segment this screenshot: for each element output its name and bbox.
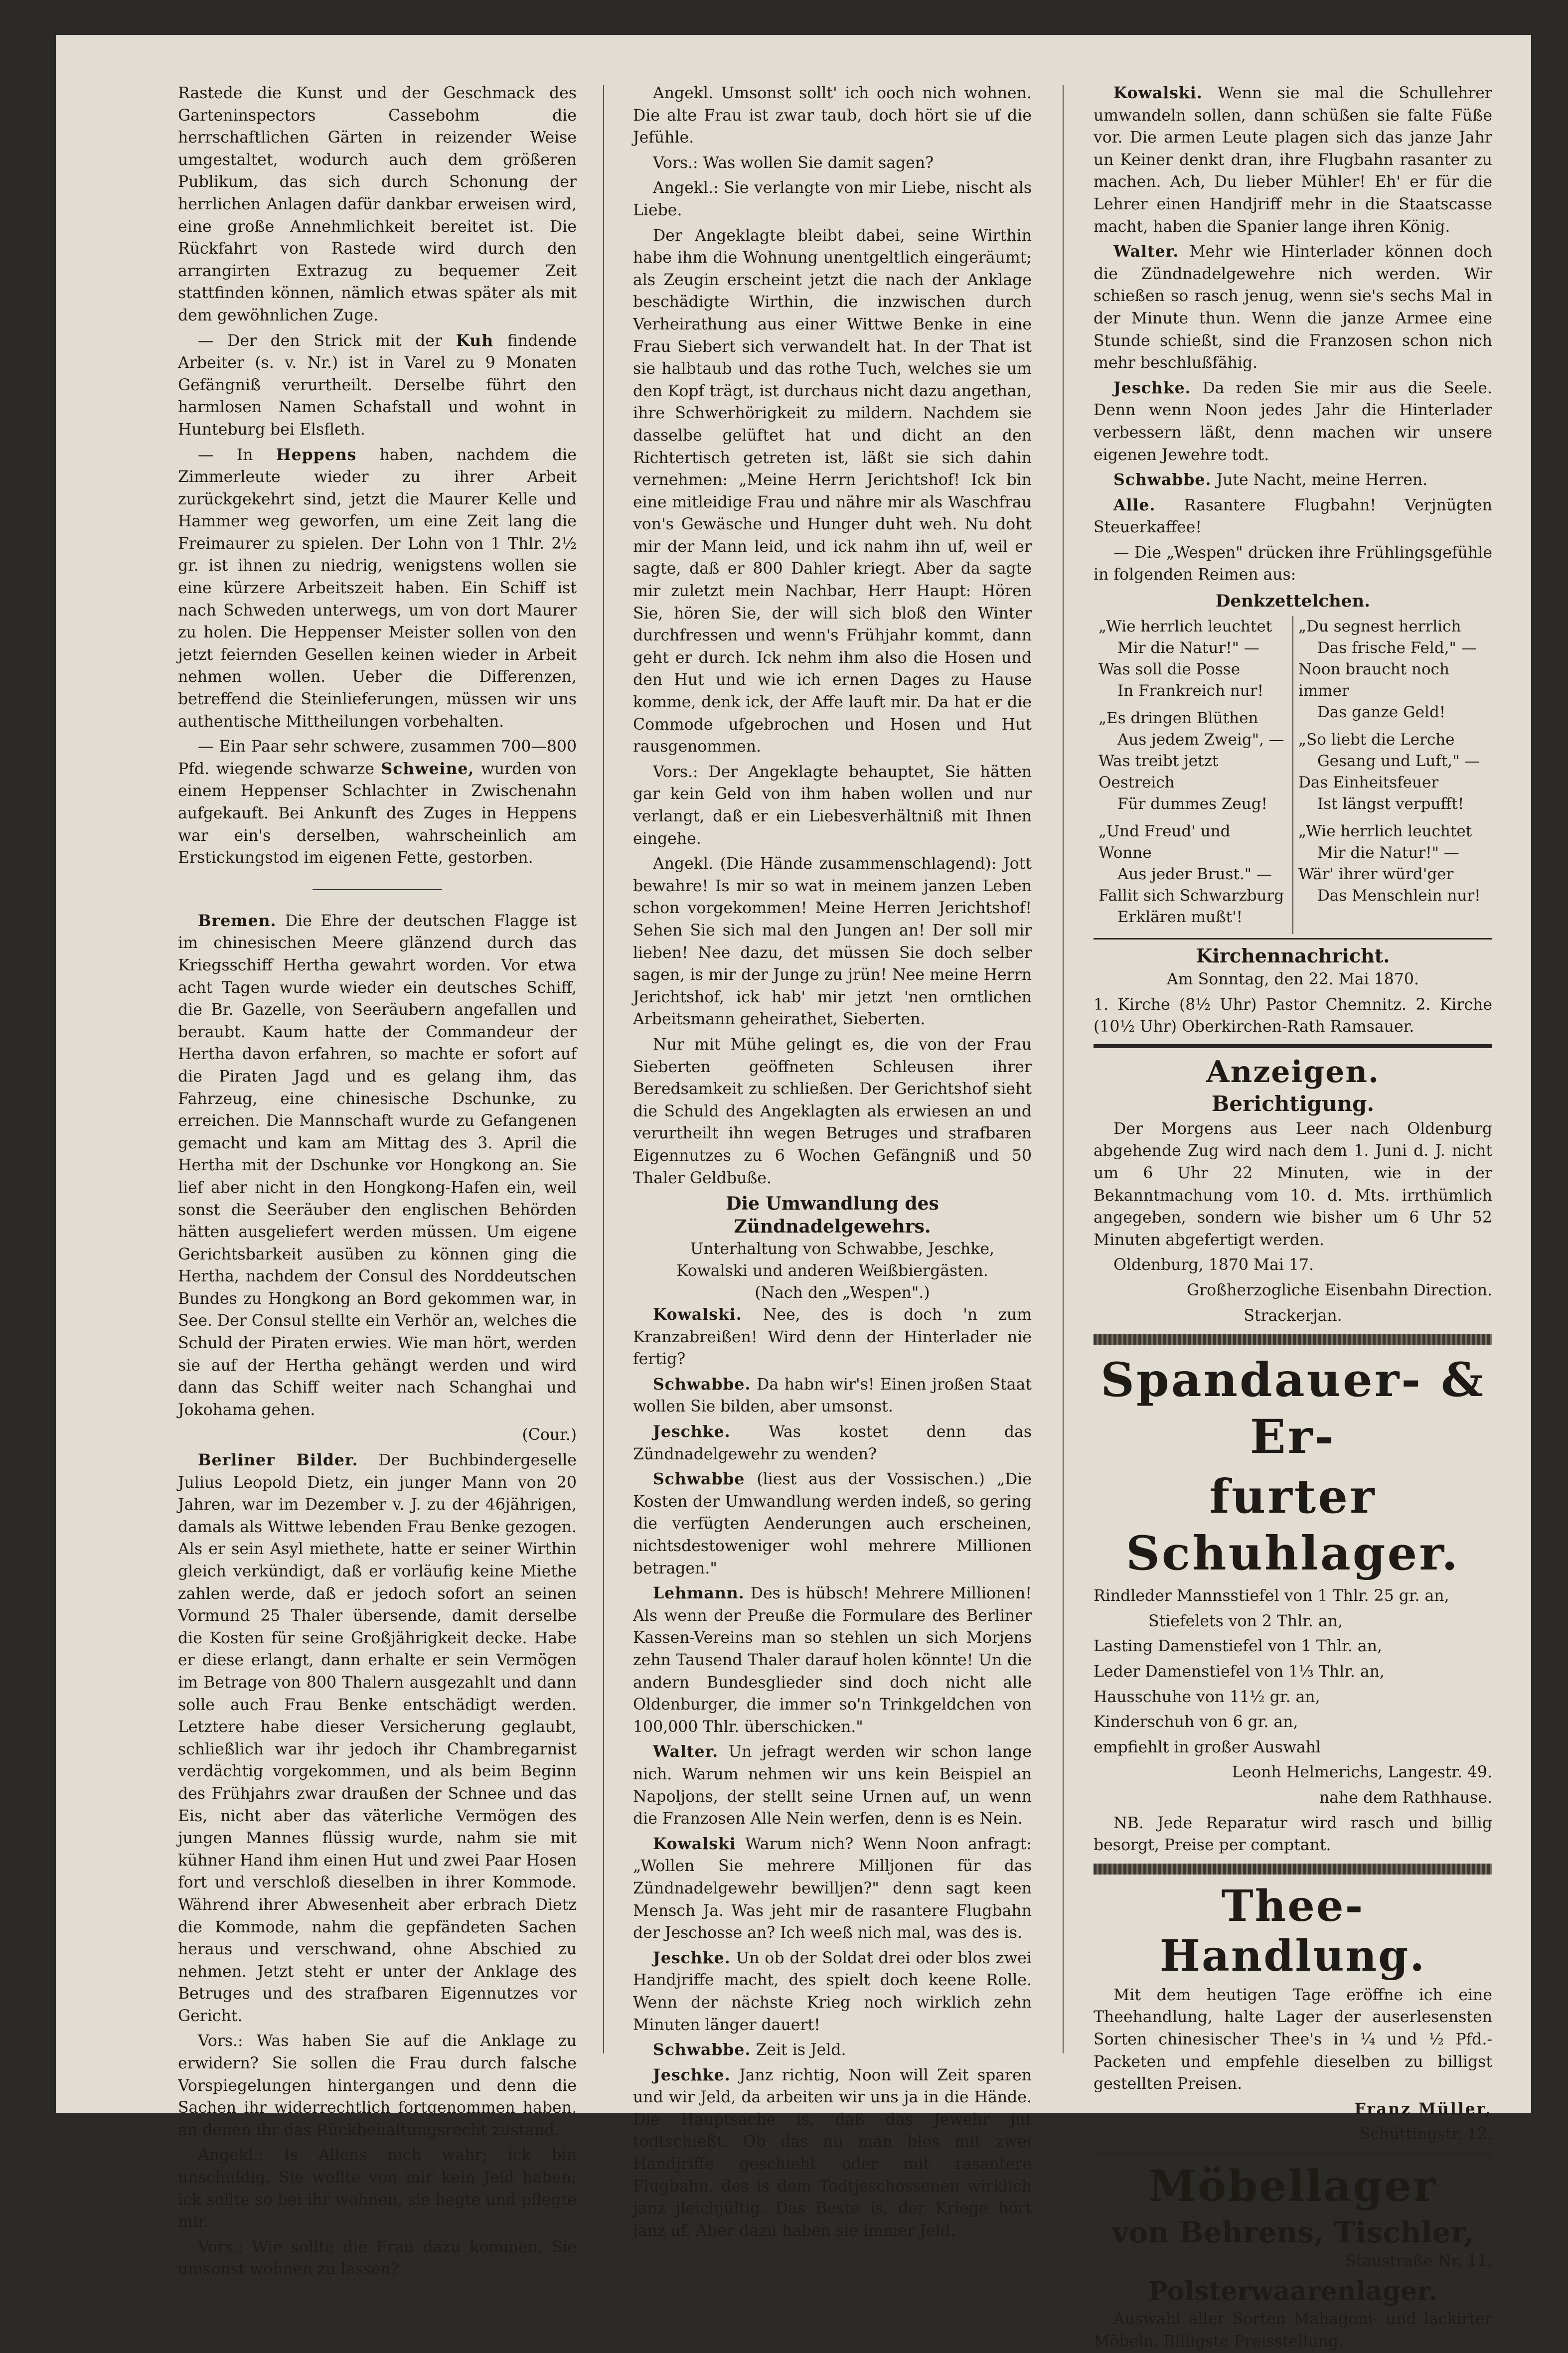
correction-signature: Großherzogliche Eisenbahn Direction. — [1186, 1281, 1492, 1299]
correction-place: Oldenburg, 1870 Mai 17. — [1113, 1256, 1314, 1274]
speaker: Schwabbe. — [1113, 471, 1212, 489]
poem-line: Mir die Natur!" — — [1117, 639, 1259, 657]
dialog-line: Angekl.: Sie verlangte von mir Liebe, nischt als Liebe. — [633, 179, 1032, 219]
text-run: (liest aus der Vossischen.) „Die Kosten der Umwandlung werden indeß, so gering die verfügten Aenderungen auch erscheinen, nichtsdestoweniger wohl mehrere Millionen betragen." — [633, 1470, 1032, 1577]
ad-tea-title: Thee-Handlung. — [1159, 1881, 1426, 1981]
article-rastede: Rastede die Kunst und der Geschmack des Garteninspectors Cassebohm die herrschaftlichen Gärten in reizender Weise umgestaltet, wodurch auch dem größeren Publikum, das sich durch Schonung der herrlichen Anlagen dafür dankbar erweisen wird, eine große Annehmlichkeit bereitet ist. Die Rückfahrt von Rastede wird durch den arrangirten Extrazug zu bequemer Zeit stattfinden können, nämlich etwas später als mit dem gewöhnlichen Zuge. — [178, 84, 577, 324]
poem-line: Aus jeder Brust." — — [1117, 865, 1272, 884]
poem-line: „Du segnest herrlich — [1298, 618, 1461, 636]
ad-shoe-title-line2: furter Schuhlager. — [1126, 1469, 1460, 1581]
article-subtitle: Unterhaltung von Schwabbe, Jeschke, Kowalski und anderen Weißbiergästen. — [676, 1240, 995, 1280]
text-run: Die Ehre der deutschen Flagge ist im chinesischen Meere glänzend durch das Kriegsschiff Hertha gewahrt worden. Vor etwa acht Tagen wurde wieder ein deutsches Schiff, die Br. Gazelle, von Seeräubern angefallen und beraubt. Kaum hatte der Commandeur der Hertha davon erfahren, so machte er sofort auf die Piraten Jagd und es gelang ihm, das Fahrzeug, eine chinesische Dschunke, zu erreichen. Die Mannschaft wurde zu Gefangenen gemacht und kam am Mittag des 3. April die Hertha mit der Dschunke vor Hongkong an. Sie lief aber nicht in den Hongkong-Hafen ein, weil sonst die Seeräuber den englischen Behörden hätten ausgeliefert werden müssen. Um eigene Gerichtsbarkeit ausüben zu können ging die Hertha, nachdem der Consul des Norddeutschen Bundes zu Hongkong an Bord gekommen war, in See. Der Consul stellte ein Verhör an, welches die Schuld der Piraten erwies. Wie man hört, werden sie auf der Hertha gehängt werden und wird dann das Schiff weiter nach Schanghai und Jokohama gehen. — [178, 912, 577, 1419]
church-notice-date: Am Sonntag, den 22. Mai 1870. — [1167, 970, 1419, 989]
ad-shoe-item: Hausschuhe von 11½ gr. an, — [1094, 1688, 1320, 1706]
ad-shoe-note: NB. Jede Reparatur wird rasch und billig besorgt, Preise per comptant. — [1094, 1814, 1492, 1855]
poem-line: „So liebt die Lerche — [1298, 731, 1455, 749]
poem-column-left — [1094, 616, 1293, 934]
text-run: Nee, des is doch 'n zum Kranzabreißen! Wird denn der Hinterlader nie fertig? — [633, 1306, 1032, 1369]
ad-furniture-subtitle: Polsterwaarenlager. — [1148, 2276, 1437, 2307]
column-right — [1094, 82, 1493, 2351]
dialog-line — [633, 1582, 1032, 1738]
speaker: Jeschke. — [653, 1422, 731, 1441]
speaker: Schwabbe. — [653, 1375, 751, 1394]
ad-tea-signature: Franz Müller, — [1354, 2099, 1492, 2118]
article-schweine — [178, 736, 577, 869]
poem-line: „Es dringen Blüthen — [1098, 709, 1258, 728]
dialog-line: Vors.: Der Angeklagte behauptet, Sie hätten gar kein Geld von ihm haben wollen und nur verlangt, daß er ein Liebesverhältniß mit Ihnen eingehe. — [633, 763, 1032, 848]
text-run: Der Buchbindergeselle Julius Leopold Dietz, ein junger Mann von 20 Jahren, war im Dezember v. J. zu der 46jährigen, damals als Wittwe lebenden Frau Benke gezogen. Als er sein Asyl miethete, hatte er seiner Wirthin gleich verkündigt, daß er vorläufig keine Miethe zahlen werde, daß er jedoch sofort an seinen Vormund 25 Thaler übersende, damit derselbe die Kosten für seine Großjährigkeit decke. Habe er diese erlangt, dann erhalte er sein Vermögen im Betrage von 800 Thalern ausgezahlt und dann solle auch Frau Benke entschädigt werden. Letztere habe dieser Versicherung geglaubt, schließlich war ihr jedoch ihr Chambregarnist verdächtig vorgekommen, und als beim Beginn des Frühjahrs zwar draußen der Schnee und das Eis, nicht aber das väterliche Vermögen des jungen Mannes flüssig wurde, nahm sie mit kühner Hand ihm einen Hut und zwei Paar Hosen fort und verschloß dieselben in ihrer Kommode. Während ihrer Abwesenheit aber erbrach Dietz die Kommode, nahm die gepfändeten Sachen heraus und verschwand, ohne Abschied zu nehmen. Jetzt steht er unter der Anklage des Betruges und des strafbaren Eigennutzes vor Gericht. — [178, 1451, 577, 2025]
dialog-line — [633, 1741, 1032, 1830]
poem-line: Noon braucht noch immer — [1298, 660, 1449, 700]
poem-line: Das Einheitsfeuer — [1298, 774, 1439, 792]
article-paragraph: Nur mit Mühe gelingt es, die von der Frau Sieberten geöffneten Schleusen ihrer Beredsamkeit zu schließen. Der Gerichtshof sieht die Schuld des Angeklagten als erwiesen an und verurtheilt ihn wegen Betruges und strafbaren Eigennutzes zu 6 Wochen Gefängniß und 50 Thaler Geldbuße. — [633, 1035, 1032, 1187]
speaker: Alle. — [1113, 495, 1156, 514]
dialog-line — [633, 1947, 1032, 2036]
poem-line: „Wie herrlich leuchtet — [1298, 822, 1472, 841]
text-run: Mehr wie Hinterlader können doch die Zündnadelgewehre nich werden. Wir schießen so rasch jenug, wenn sie's sechs Mal in der Minute thun. Wenn die janze Armee eine Stunde schießt, sind die Franzosen schon nich mehr beschlußfähig. — [1094, 243, 1492, 372]
dialog-line: Vors.: Wie sollte die Frau dazu kommen, Sie umsonst wohnen zu lassen? — [178, 2238, 577, 2279]
text-run: — Der den Strick mit der — [198, 331, 443, 350]
ad-shoe-item: Rindleder Mannsstiefel von 1 Thlr. 25 gr. an, — [1094, 1587, 1449, 1605]
poem — [1094, 616, 1492, 934]
dialog-line — [1094, 494, 1492, 539]
article-heppens — [178, 444, 577, 733]
text-run: Da reden Sie mir aus die Seele. Denn wenn Noon jedes Jahr die Hinterlader verbessern läßt, denn machen wir unsere eigenen Jewehre todt. — [1094, 379, 1492, 464]
speaker: Kowalski. — [653, 1305, 742, 1324]
poem-stanza — [1298, 729, 1487, 815]
text-run: Warum nich? Wenn Noon anfragt: „Wollen Sie mehrere Milljonen für das Zündnadelgewehr bewilljen?" denn sagt keen Mensch Ja. Was jeht mir de rasantere Flugbahn der Jeschosse an? Ich weeß nich mal, was des is. — [633, 1835, 1032, 1942]
text-run: Zeit is Jeld. — [756, 2041, 846, 2059]
text-run: — In — [198, 446, 253, 464]
ads-heading: Anzeigen. — [1206, 1054, 1380, 1090]
dialog-line — [1094, 82, 1492, 238]
article-berlin — [178, 1449, 577, 2027]
text-run: Rasantere Flugbahn! Verjnügten Steuerkaffee! — [1094, 496, 1493, 537]
dialog-line: Vors.: Was haben Sie auf die Anklage zu erwidern? Sie sollen die Frau durch falsche Vorspiegelungen hintergangen und denn die Sachen ihr widerrechtlich fortgenommen haben, an denen ihr das Rückbehaltungsrecht zustand. — [178, 2032, 577, 2139]
poem-line: Was treibt jetzt Oestreich — [1098, 752, 1219, 792]
poem-line: In Frankreich nur! — [1117, 682, 1264, 700]
poem-line: Das frische Feld," — — [1317, 639, 1477, 657]
text-run: — Ein Paar sehr schwere, zusammen 700—800 Pfd. wiegende schwarze — [178, 738, 577, 778]
ad-border-band — [1094, 1334, 1492, 1345]
ad-tea-text: Mit dem heutigen Tage eröffne ich eine Theehandlung, halte Lager der auserlesensten Sorten chinesischer Thee's in ¼ und ½ Pfd.-Packeten und empfehle dieselben zu billigst gestellten Preisen. — [1094, 1986, 1492, 2093]
poem-line: Das ganze Geld! — [1317, 703, 1446, 722]
church-notice-text: 1. Kirche (8½ Uhr) Pastor Chemnitz. 2. Kirche (10½ Uhr) Oberkirchen-Rath Ramsauer. — [1094, 995, 1492, 1036]
poem-line: Erklären mußt'! — [1117, 908, 1243, 927]
ad-furniture-title: Möbellager — [1148, 2161, 1437, 2211]
article-source: (Nach den „Wespen".) — [755, 1284, 930, 1302]
column-rule — [603, 85, 604, 2053]
ad-furniture-address: Staustraße Nr. 11. — [1345, 2252, 1492, 2270]
section-divider — [313, 889, 442, 890]
poem-line: Mir die Natur!" — — [1317, 844, 1459, 862]
speaker: Kowalski — [653, 1834, 736, 1853]
speaker: Lehmann. — [653, 1584, 745, 1603]
ad-shoe-item: Kinderschuh von 6 gr. an, — [1094, 1713, 1298, 1731]
text-run: findende Arbeiter (s. v. Nr.) ist in Varel zu 9 Monaten Gefängniß verurtheilt. Derselbe führt den harmlosen Namen Schafstall und wohnt in Hunteburg bei Elsfleth. — [178, 331, 577, 439]
ad-furniture-firm: von Behrens, Tischler, — [1111, 2215, 1474, 2249]
poem-line: Gesang und Luft," — — [1317, 752, 1480, 771]
keyword: Heppens — [276, 445, 357, 464]
speaker: Schwabbe. — [653, 2040, 751, 2059]
speaker: Schwabbe — [653, 1470, 745, 1489]
text-run: Des is hübsch! Mehrere Millionen! Als wenn der Preuße die Formulare des Berliner Kassen-Vereins man so stehlen un sich Morjens zehn Tausend Thaler darauf holen könnte! Un die andern Bundesglieder sind doch nicht alle Oldenburger, die immer so'n Trinkgeldchen von 100,000 Thlr. überschicken." — [633, 1584, 1032, 1736]
poem-column-right — [1293, 616, 1492, 934]
dialog-line — [633, 1833, 1032, 1944]
dialog-line: Angekl. Umsonst sollt' ich ooch nich wohnen. Die alte Frau ist zwar taub, doch hört sie uf die Jefühle. — [633, 84, 1032, 147]
speaker: Jeschke. — [653, 1948, 731, 1967]
text-run: wurden von einem Heppenser Schlachter in Zwischenahn aufgekauft. Bei Ankunft des Zuges in Heppens war ein's derselben, wahrscheinlich am Erstickungstod im eigenen Fette, gestorben. — [178, 760, 577, 867]
dialog-line — [1094, 377, 1492, 466]
text-run: Janz richtig, Noon will Zeit sparen und wir Jeld, da arbeiten wir uns ja in die Hände. Die Hauptsache is, daß das Jewehr jut todtschießt. Ob das nu man blos mit zwei Handjriffe geschieht oder mit rasantere Flugbahn, des is dem Todtjeschossenen wirklich janz jleichjültig. Das Beste is, der Kriege hört janz uf. Aber dazu haben sie immer Jeld. — [633, 2066, 1032, 2240]
poem-stanza — [1098, 821, 1287, 928]
ad-furniture-text: Auswahl aller Sorten Mahagoni- und lackirter Möbeln. Billigste Preisstellung. — [1094, 2310, 1492, 2351]
dialog-line: Angekl. (Die Hände zusammenschlagend): Jott bewahre! Is mir so wat in meinem janzen Leben schon vorgekommen! Meine Herren Jerichtshof! Sehen Sie sich mal den Jungen an! Der soll mir lieben! Nee dazu, det müssen Sie doch selber sagen, is mir der Junge zu jrün! Nee meine Herrn Jerichtshof, ick hab' mir jetzt 'nen orntlichen Arbeitsmann geheirathet, Sieberten. — [633, 855, 1032, 1029]
section-rule-thick — [1094, 2152, 1492, 2156]
poem-line: Was soll die Posse — [1098, 660, 1241, 679]
ad-shoe-item: Leder Damenstiefel von 1⅓ Thlr. an, — [1094, 1662, 1385, 1681]
speaker: Jeschke. — [1113, 378, 1191, 397]
keyword: Kuh — [456, 331, 494, 350]
poem-line: Wär' ihrer würd'ger — [1298, 865, 1454, 884]
dialog-line: Vors.: Was wollen Sie damit sagen? — [653, 154, 934, 172]
ad-border-band — [1094, 1864, 1492, 1875]
dateline: Bremen. — [198, 911, 277, 930]
correction-title: Berichtigung. — [1211, 1091, 1375, 1116]
poem-line: Für dummes Zeug! — [1117, 795, 1268, 813]
article-paragraph: Der Angeklagte bleibt dabei, seine Wirthin habe ihm die Wohnung unentgeltlich eingeräumt; als Zeugin erscheint jetzt die nach der Anklage beschädigte Wirthin, die inzwischen durch Verheirathung aus einer Wittwe Benke in eine Frau Siebert sich verwandelt hat. In der That ist sie halbtaub und das rothe Tuch, welches sie um den Kopf trägt, ist durchaus nicht dazu angethan, ihre Schwerhörigkeit zu mildern. Nachdem sie dasselbe gelüftet hat und dicht an den Richtertisch getreten ist, läßt sie sich dahin vernehmen: „Meine Herrn Jerichtshof! Ick bin eine mitleidige Frau und nähre mir als Waschfrau von's Gewäsche und Hunger duht weh. Nu doht mir der Mann leid, und ick nahm ihn uf, weil er sagte, daß er 800 Dahler kriegt. Aber da sagte mir zuletzt mein Nachbar, Herr Haupt: Hören Sie, hören Sie, der will sich bloß den Winter durchfressen und wenn's Frühjahr kommt, dann geht er durch. Ick nehm ihm also die Hosen und den Hut und wie ich ernen Dages zu Hause komme, denk ick, der Affe lauft mir. Da hat er die Commode ufgebrochen und Hosen und Hut rausgenommen. — [633, 226, 1032, 756]
poem-line: Aus jedem Zweig", — — [1117, 731, 1284, 749]
text-run: Un ob der Soldat drei oder blos zwei Handjriffe macht, des spielt doch keene Rolle. Wenn der nächste Krieg noch wirklich zehn Minuten länger dauert! — [633, 1949, 1032, 2034]
dialog-line — [1094, 241, 1492, 374]
correction-text: Der Morgens aus Leer nach Oldenburg abgehende Zug wird nach dem 1. Juni d. J. nicht um 6 Uhr 22 Minuten, wie in der Bekanntmachung vom 10. d. Mts. irrthümlich angegeben, sondern wie bisher um 6 Uhr 52 Minuten abgefertigt werden. — [1094, 1119, 1492, 1249]
article-paragraph: — Die „Wespen" drücken ihre Frühlingsgefühle in folgenden Reimen aus: — [1094, 543, 1492, 584]
speaker: Jeschke. — [653, 2065, 731, 2084]
poem-stanza — [1098, 616, 1287, 702]
poem-stanza — [1298, 616, 1487, 723]
ad-shoe-title-line1: Spandauer- & Er- — [1100, 1353, 1485, 1465]
dialog-line — [633, 2064, 1032, 2242]
poem-stanza — [1098, 708, 1287, 815]
poem-line: „Wie herrlich leuchtet — [1098, 618, 1272, 636]
poem-line: Das Menschlein nur! — [1317, 887, 1481, 905]
dateline: Berliner Bilder. — [198, 1451, 358, 1470]
text-run: Wenn sie mal die Schullehrer umwandeln sollen, dann schüßen sie falte Füße vor. Die armen Leute plagen sich das janze Jahr un Keiner denkt dran, ihre Flugbahn rasanter zu machen. Ach, Du lieber Mühler! Eh' er für die Lehrer einen Handjriff mehr in die Staatscasse macht, haben die Spanier lange ihren König. — [1094, 84, 1492, 236]
section-rule-thick — [1094, 1044, 1492, 1048]
poem-line: „Und Freud' und Wonne — [1098, 822, 1231, 862]
newspaper-page — [56, 35, 1531, 2351]
ad-shoe-address: nahe dem Rathhause. — [1319, 1788, 1492, 1807]
ad-shoe-item: empfiehlt in großer Auswahl — [1094, 1738, 1321, 1756]
ad-shoe-item: Stiefelets von 2 Thlr. an, — [1148, 1612, 1343, 1630]
dialog-line — [633, 1374, 1032, 1418]
speaker: Walter. — [1113, 242, 1179, 261]
ad-tea-address: Schüttingstr. 12. — [1359, 2125, 1492, 2144]
dialog-line — [633, 1304, 1032, 1371]
source-note: (Cour.) — [522, 1426, 577, 1444]
dialog-line — [633, 2039, 1032, 2061]
column-middle — [633, 82, 1032, 2240]
text-run: Was kostet denn das Zündnadelgewehr zu wenden? — [633, 1423, 1032, 1463]
dialog-line — [633, 1468, 1032, 1579]
ad-shoe-item: Lasting Damenstiefel von 1 Thlr. an, — [1094, 1637, 1383, 1656]
column-left — [178, 82, 577, 2279]
correction-signature-name: Strackerjan. — [1244, 1306, 1342, 1325]
poem-stanza — [1298, 821, 1487, 907]
article-bremen — [178, 910, 577, 1421]
section-rule — [1094, 938, 1492, 940]
text-run: Da habn wir's! Einen jroßen Staat wollen Sie bilden, aber umsonst. — [633, 1375, 1032, 1416]
text-run: Jute Nacht, meine Herren. — [1216, 471, 1428, 489]
poem-line: Fallit sich Schwarzburg — [1098, 887, 1284, 905]
text-run: Un jefragt werden wir schon lange nich. Warum nehmen wir uns kein Beispiel an Napoljons, der stellt seine Urnen auf, un wenn die Franzosen Alle Nein werfen, denn is es Nein. — [633, 1743, 1032, 1828]
article-title: Die Umwandlung des Zündnadelgewehrs. — [726, 1193, 939, 1238]
church-notice-title: Kirchennachricht. — [1196, 944, 1390, 967]
dialog-line — [633, 1421, 1032, 1465]
keyword: Schweine, — [381, 759, 474, 778]
ad-shoe-signature: Leonh Helmerichs, Langestr. 49. — [1232, 1763, 1492, 1782]
poem-line: Ist längst verpufft! — [1317, 795, 1464, 813]
dialog-line — [1094, 469, 1492, 491]
speaker: Kowalski. — [1113, 84, 1203, 102]
poem-title: Denkzettelchen. — [1216, 591, 1370, 612]
column-rule — [1063, 85, 1064, 2053]
dialog-line: Angekl.: Is Allens nich wahr; ick bin unschuldig. Sie wollte von mir kein Jeld haben; ick sollte so bei ihr wohnen, sie hegte und pflegte mir. — [178, 2146, 577, 2231]
text-run: haben, nachdem die Zimmerleute wieder zu ihrer Arbeit zurückgekehrt sind, jetzt die Maurer Kelle und Hammer weg geworfen, um eine Zeit lang die Freimaurer zu spielen. Der Lohn von 1 Thlr. 2½ gr. ist ihnen zu niedrig, wenigstens wollen sie eine kürzere Arbeitszeit haben. Ein Schiff ist nach Schweden unterwegs, um von dort Maurer zu holen. Die Heppenser Meister sollen von den jetzt feiernden Gesellen keinen wieder in Arbeit nehmen wollen. Ueber die Differenzen, betreffend die Steinlieferungen, müssen wir uns authentische Mittheilungen vorbehalten. — [178, 446, 577, 731]
speaker: Walter. — [653, 1742, 719, 1761]
article-kuh — [178, 330, 577, 441]
